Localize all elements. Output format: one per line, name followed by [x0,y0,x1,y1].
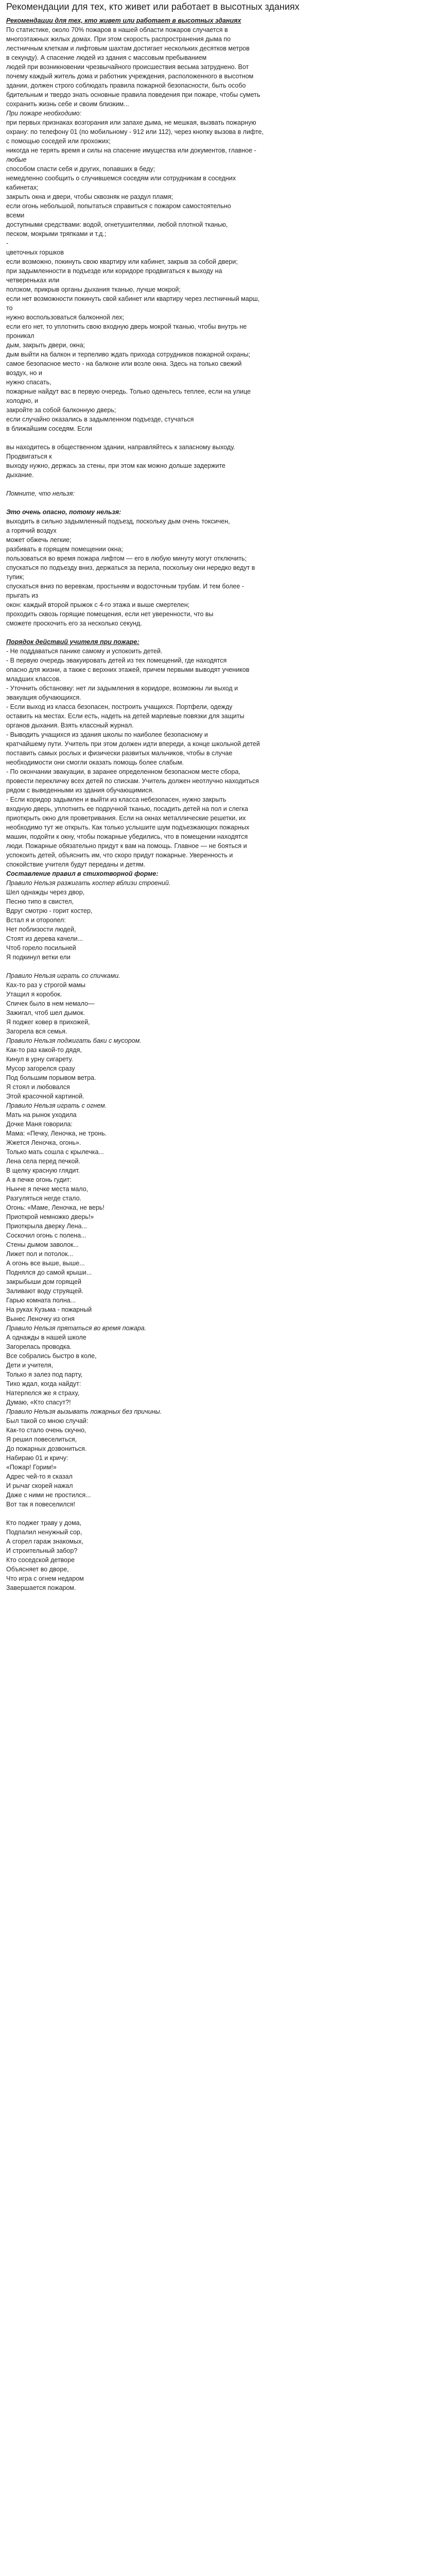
text-line: Был такой со мною случай: [6,1417,89,1425]
text-line: Тихо ждал, когда найдут: [6,1380,81,1387]
text-line: Стены дымом заволок... [6,1241,79,1248]
text-line: холодно, и [6,397,38,404]
text-line: Загорела вся семья. [6,1028,67,1035]
text-line: Вдруг смотрю - горит костер, [6,907,93,914]
text-line: Приоткрыла дверку Лена... [6,1223,87,1230]
text-line: Дети и учителя, [6,1362,54,1369]
text-line: Правило Нельзя вызывать пожарных без причины. [6,1408,162,1415]
text-line: пользоваться во время пожара лифтом — его в любую минуту могут отключить; [6,555,247,562]
text-line: По статистике, около 70% пожаров в нашей области пожаров случается в [6,26,228,33]
text-line: Я подкинул ветки ели [6,954,71,961]
text-line: закрыть окна и двери, чтобы сквозняк не раздул пламя; [6,193,173,200]
text-line: Продвигаться к [6,453,52,460]
text-line: Вынес Леночку из огня [6,1315,75,1323]
text-line: Жжется Леночка, огонь». [6,1139,81,1146]
text-line: При пожаре необходимо: [6,110,82,117]
text-line: проходить сквозь горящие помещения, если нет уверенности, что вы [6,611,214,618]
text-line: Нынче я печке места мало, [6,1185,89,1193]
text-line: Мать на рынок уходила [6,1111,77,1118]
text-line: Под большим порывом ветра. [6,1074,96,1081]
text-line: немедленно сообщить о случившемся соседям или сотрудникам в соседних [6,175,236,182]
text-line: здании, должен строго соблюдать правила пожарной безопасности, быть особо [6,82,246,89]
text-line: охрану: по телефону 01 (по мобильному - 912 или 112), через кнопку вызова в лифте, [6,128,264,135]
text-line: а горячий воздух [6,527,57,534]
text-line: людей при возникновении чрезвычайного происшествия весьма затруднено. Вот [6,63,249,71]
text-line: опасно для жизни, а также с верхних этажей, причем первыми выводят учеников [6,666,250,673]
text-line: если нет возможности покинуть свой кабинет или квартиру через лестничный марш, [6,295,260,302]
text-line: при задымленности в подъезде или коридоре продвигаться к выходу на [6,267,222,275]
text-line: окон: каждый второй прыжок с 4-го этажа и выше смертелен; [6,601,190,608]
text-line: Это очень опасно, потому нельзя: [6,509,121,516]
text-line: Огонь: «Маме, Леночка, не верь! [6,1204,104,1211]
text-line: воздух, но и [6,369,42,377]
text-line: Объясняет во дворе, [6,1566,69,1573]
text-line: Правило Нельзя поджигать баки с мусором. [6,1037,142,1044]
text-line: Утащил я коробок. [6,991,62,998]
text-line: Шел однажды через двор, [6,889,85,896]
text-line: спускаться по подъезду вниз, держаться за перила, поскольку они нередко ведут в [6,564,255,571]
text-line: разбивать в горящем помещении окна; [6,546,123,553]
page-title: Рекомендации для тех, кто живет или работает в высотных зданиях [6,2,300,12]
text-line [6,962,430,971]
text-line: почему каждый житель дома и работник учреждения, расположенного в высотном [6,73,254,80]
text-line: А однажды в нашей школе [6,1334,86,1341]
text-line: то [6,304,13,312]
text-line: Что игра с огнем недаром [6,1575,84,1582]
text-line: песком, мокрыми тряпками и т.д.; [6,230,107,238]
text-line: дым выйти на балкон и терпеливо ждать прихода сотрудников пожарной охраны; [6,351,250,358]
text-line: Соскочил огонь с полена... [6,1232,86,1239]
text-line: Стоят из дерева качели... [6,935,83,942]
text-line: необходимо тут же открыть. Как только услышите шум подъезжающих пожарных [6,824,250,831]
text-line: Приоткрой немножко дверь!» [6,1213,94,1221]
text-line: Лена села перед печкой. [6,1158,80,1165]
text-line [6,480,430,489]
text-line: органов дыхания. Взять классный журнал. [6,722,134,729]
text-line: Рекомендации для тех, кто живет или работает в высотных зданиях [6,17,241,24]
text-line: Правило Нельзя прятаться во время пожара. [6,1325,147,1332]
text-line: Ках-то раз у строгой мамы [6,981,86,989]
text-line: закройте за собой балконную дверь; [6,406,116,414]
text-line: рядом с выведенными из здания обучающимися. [6,787,154,794]
text-line: Составление правил в стихотворной форме: [6,870,159,877]
text-line: дыхание. [6,471,34,479]
text-line: в секунду). А спасение людей из здания с массовым пребыванием [6,54,207,61]
text-line: Зажигал, чтоб шел дымок. [6,1009,85,1016]
text-line: Вот так я повеселился! [6,1501,75,1508]
text-line: четвереньках или [6,277,60,284]
text-line: всеми [6,212,25,219]
text-line: нужно спасать, [6,379,51,386]
text-line: Правило Нельзя играть с огнем. [6,1102,107,1109]
article-body [6,16,430,1592]
text-line: Заливают воду струящей. [6,1287,83,1295]
text-line: Разгуляться негде стало. [6,1195,82,1202]
text-line: входную дверь, уплотнить ее подручной тканью, посадить детей на пол и слегка [6,805,248,812]
text-line: И строительный забор? [6,1547,78,1554]
text-line: - В первую очередь эвакуировать детей из тех помещений, где находятся [6,657,227,664]
text-line [6,498,430,507]
text-line: бдительным и твердо знать основные правила поведения при пожаре, чтобы суметь [6,91,260,98]
text-line: выходить в сильно задымленный подъезд, поскольку дым очень токсичен, [6,518,230,525]
text-line: доступными средствами: водой, огнетушителями, любой плотной тканью, [6,221,228,228]
text-line: тупик; [6,573,24,581]
text-line: Кинул в урну сигарету. [6,1056,74,1063]
text-line: сможете проскочить его за несколько секунд. [6,620,142,627]
text-line: А в печке огонь гудит: [6,1176,72,1183]
text-line: Песню типо в свистел, [6,898,74,905]
text-line: И рычаг скорей нажал [6,1482,73,1489]
text-line: Все собрались быстро в коле, [6,1352,97,1360]
text-line: дым, закрыть двери, окна; [6,342,85,349]
text-line: До пожарных дозвониться. [6,1445,87,1452]
text-line: - Не поддаваться панике самому и успокоить детей. [6,648,163,655]
text-line: Как-то стало очень скучно, [6,1427,86,1434]
text-line: - Уточнить обстановку: нет ли задымления в коридоре, возможны ли выход и [6,685,238,692]
text-line: - Если выход из класса безопасен, построить учащихся. Портфели, одежду [6,703,233,710]
text-line: с помощью соседей или прохожих; [6,138,111,145]
text-line: Даже с ними не простился... [6,1492,91,1499]
text-line: если его нет, то уплотнить свою входную дверь мокрой тканью, чтобы внутрь не [6,323,247,330]
text-line: закрыбыши дом горящей [6,1278,81,1285]
text-line: «Пожар! Горим!» [6,1464,57,1471]
text-line: пожарные найдут вас в первую очередь. Только оденьтесь теплее, если на улице [6,388,251,395]
text-line: Лижет пол и потолок... [6,1250,73,1258]
text-line: Думаю, «Кто спасут?! [6,1399,71,1406]
text-line: кабинетах; [6,184,39,191]
text-line: Мусор загорелся сразу [6,1065,75,1072]
text-line: Только я залез под парту, [6,1371,83,1378]
text-line: машин, подойти к окну, чтобы пожарные убедились, что в помещении находятся [6,833,248,840]
text-line: спокойствие учителя будут переданы и детям. [6,861,146,868]
text-line: А огонь все выше, выше... [6,1260,85,1267]
text-line: Натерпелся же я страху, [6,1389,79,1397]
text-line: проникал [6,332,34,340]
text-line: может обжечь легкие; [6,536,72,544]
text-line: нужно воспользоваться балконной лех; [6,314,124,321]
text-line: - [6,240,9,247]
text-line: Правило Нельзя разжигать костер вблизи строений. [6,879,171,887]
text-line: Этой красочной картиной. [6,1093,84,1100]
text-line: - Если коридор задымлен и выйти из класса небезопасен, нужно закрыть [6,796,226,803]
text-line: люди. Пожарные обязательно придут к вам на помощь. Главное — не бояться и [6,842,247,850]
text-line: А сгорел гараж знакомых, [6,1538,83,1545]
text-line: при первых признаках возгорания или запахе дыма, не мешкая, вызвать пожарную [6,119,256,126]
text-line: Завершается пожаром. [6,1584,76,1591]
text-line: Нет поблизости людей, [6,926,76,933]
text-line: Гарью комната полна... [6,1297,76,1304]
text-line: ползком, прикрыв органы дыхания тканью, лучше мокрой; [6,286,181,293]
text-line: Адрес чей-то я сказал [6,1473,73,1480]
text-line: Подпалил ненужный сор, [6,1529,82,1536]
text-line: Порядок действий учителя при пожаре: [6,638,139,646]
text-line: необходимости они смогли оказать помощь более слабым. [6,759,184,766]
text-line [6,628,430,637]
text-line: поставить самых рослых и физически развитых мальчиков, чтобы в случае [6,750,233,757]
text-line: Мама: «Печку, Леночка, не тронь. [6,1130,107,1137]
text-line: эвакуация обучающихся. [6,694,81,701]
text-line: Я стоял и любовался [6,1083,70,1091]
text-line: Помните, что нельзя: [6,490,75,497]
text-line: Кто поджег траву у дома, [6,1519,82,1527]
text-line: успокоить детей, объяснить им, что скоро придут пожарные. Уверенность и [6,852,233,859]
text-line: если возможно, покинуть свою квартиру или кабинет, закрыв за собой двери; [6,258,238,265]
text-line: В щелку красную глядит. [6,1167,80,1174]
text-line: Спичек было в нем немало— [6,1000,95,1007]
text-line: лестничным клеткам и лифтовым шахтам достигает нескольких десятков метров [6,45,250,52]
text-line: если огонь небольшой, попытаться справиться с пожаром самостоятельно [6,202,231,210]
text-line: прыгать из [6,592,39,599]
text-line: провести перекличку всех детей по спискам. Учитель должен неотлучно находиться [6,777,259,785]
text-line: сохранить жизнь себе и своим близким... [6,100,129,108]
text-line: Набираю 01 и кричу: [6,1454,68,1462]
text-line: Как-то раз какой-то дядя, [6,1046,82,1054]
text-line: - По окончании эвакуации, в заранее определенном безопасном месте сбора, [6,768,240,775]
text-line: младших классов. [6,675,61,683]
text-line: Загорелась проводка. [6,1343,72,1350]
text-line: способом спасти себя и других, попавших в беду; [6,165,155,173]
text-line: Правило Нельзя играть со спичками. [6,972,120,979]
text-line: На руках Кузьма - пожарный [6,1306,92,1313]
text-line: в ближайшим соседям. Если [6,425,92,432]
text-line: Чтоб горело посильней [6,944,76,952]
text-line: самое безопасное место - на балконе или возле окна. Здесь на только свежий [6,360,242,367]
text-line: любые [6,156,27,163]
text-line: многоэтажных жилых домах. При этом скорость распространения дыма по [6,36,231,43]
text-line: - Выводить учащихся из здания школы по наиболее безопасному и [6,731,208,738]
text-line: Поднялся до самой крыши... [6,1269,92,1276]
text-line: кратчайшему пути. Учитель при этом должен идти впереди, а конце школьной детей [6,740,260,748]
text-line: если случайно оказались в задымленном подъезде, стучаться [6,416,194,423]
text-line [6,433,430,443]
text-line: приоткрыть окно для проветривания. Если на окнах металлические решетки, их [6,815,246,822]
text-line: Только мать сошла с крылечка... [6,1148,104,1156]
text-line: Я решил повеселиться, [6,1436,77,1443]
text-line: Кто соседской детворе [6,1556,75,1564]
text-line: спускаться вниз по веревкам, простыням и водосточным трубам. И тем более - [6,583,244,590]
text-line: цветочных горшков [6,249,64,256]
text-line [6,1509,430,1518]
text-line: вы находитесь в общественном здании, направляйтесь к запасному выходу. [6,444,235,451]
text-line: выходу нужно, держась за стены, при этом как можно дольше задержите [6,462,226,469]
text-line: Я поджег ковер в прихожей, [6,1019,90,1026]
text-line: оставить на местах. Если есть, надеть на детей марлевые повязки для защиты [6,713,245,720]
text-line: никогда не терять время и силы на спасение имущества или документов, главное - [6,147,256,154]
text-line: Встал я и оторопел: [6,917,66,924]
text-line: Дочке Маня говорила: [6,1121,73,1128]
